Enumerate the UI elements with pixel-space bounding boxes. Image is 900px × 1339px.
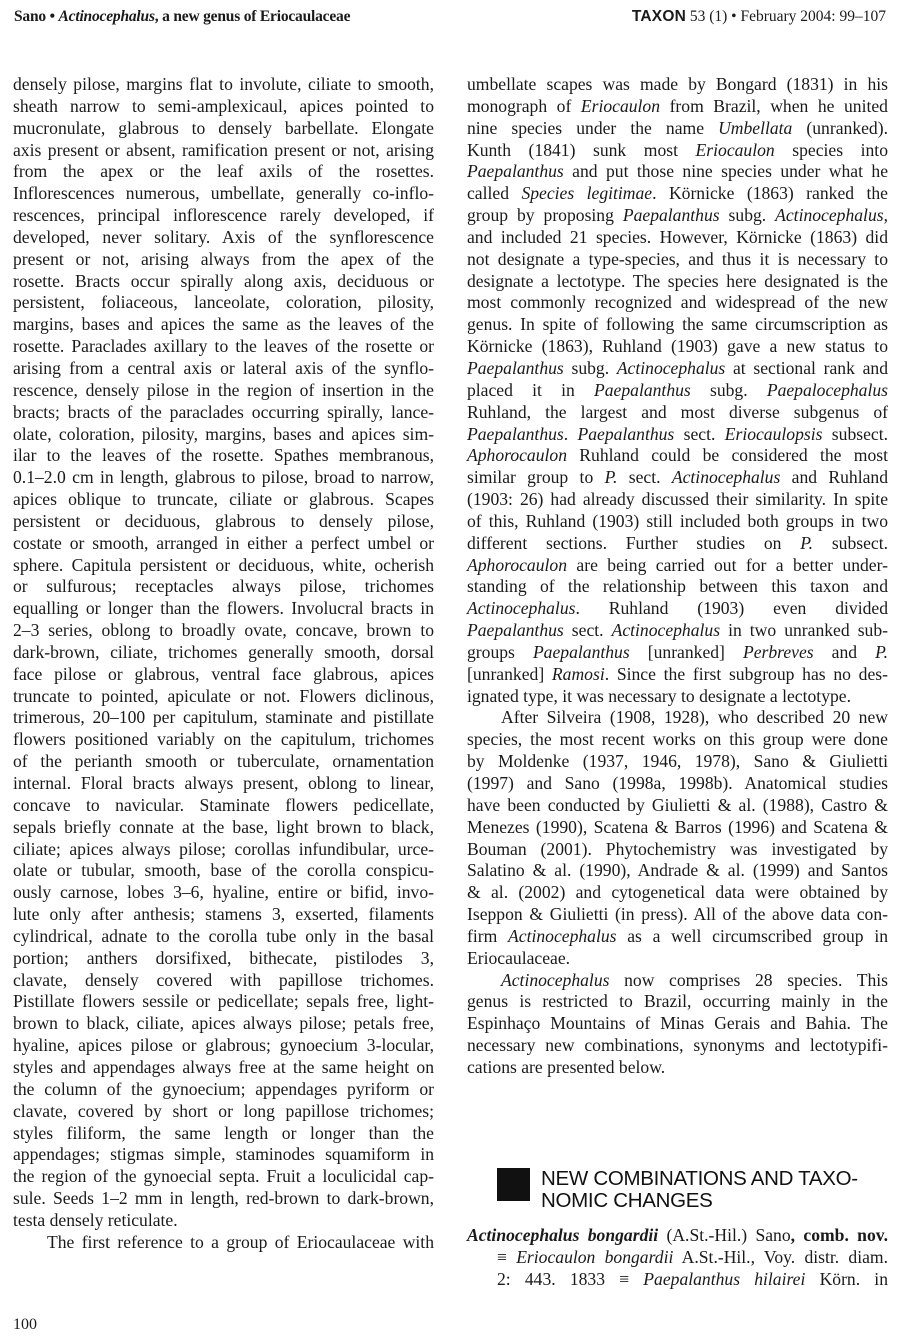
text-line bbox=[13, 1123, 434, 1145]
text-segment: Körn. in bbox=[805, 1268, 888, 1289]
italic-term: Eriocaulopsis bbox=[724, 423, 823, 444]
text-segment: rosette. Bracts occur spirally along axis, deciduous or bbox=[13, 270, 434, 291]
text-segment: sule. Seeds 1–2 mm in length, red-brown to dark-brown, bbox=[13, 1188, 434, 1209]
text-line bbox=[13, 1144, 434, 1166]
text-segment: margins, bases and apices the same as the leaves of the bbox=[13, 314, 434, 335]
text-line bbox=[467, 642, 888, 664]
text-line bbox=[13, 445, 434, 467]
header-separator: • bbox=[45, 8, 59, 25]
text-segment: different sections. Further studies on bbox=[467, 532, 801, 553]
italic-term: Actinocephalus bbox=[508, 925, 617, 946]
text-segment: and bbox=[813, 641, 876, 662]
text-segment: groups bbox=[467, 641, 533, 662]
italic-term: Eriocaulon bbox=[580, 95, 661, 116]
italic-term: Paepalanthus bbox=[594, 379, 691, 400]
text-segment: styles and appendages always free at the same height on bbox=[13, 1056, 434, 1077]
text-line bbox=[13, 1232, 434, 1254]
text-line bbox=[13, 795, 434, 817]
text-segment: necessary new combinations, synonyms and lectotypifi- bbox=[467, 1035, 888, 1056]
italic-term: Paepalanthus bbox=[467, 161, 564, 182]
italic-term: Actinocephalus bbox=[611, 620, 721, 641]
text-line bbox=[13, 118, 434, 140]
text-segment: Espinhaço Mountains of Minas Gerais and Bahia. The bbox=[467, 1013, 888, 1034]
text-line bbox=[467, 118, 888, 140]
text-line bbox=[13, 1166, 434, 1188]
text-line bbox=[467, 358, 888, 380]
text-segment: dark-brown, ciliate, trichomes generally smooth, dorsal bbox=[13, 641, 434, 662]
text-segment: . bbox=[563, 423, 578, 444]
italic-term: Actinocephalus bongardii bbox=[467, 1225, 659, 1245]
text-segment: equalling or longer than the flowers. Involucral bracts in bbox=[13, 598, 434, 619]
page-number: 100 bbox=[13, 1316, 37, 1333]
italic-term: Actinocephalus bbox=[501, 969, 610, 990]
text-segment: the region of the gynoecial septa. Fruit a loculicidal cap- bbox=[13, 1166, 434, 1187]
text-line bbox=[13, 1013, 434, 1035]
text-segment: subsect. bbox=[813, 532, 889, 553]
italic-term: Paepalanthus bbox=[577, 423, 675, 444]
text-segment: 0.1–2.0 cm in length, glabrous to pilose, broad to narrow, bbox=[13, 467, 434, 488]
italic-term: Aphorocaulon bbox=[467, 445, 568, 466]
text-line bbox=[467, 292, 888, 314]
text-line bbox=[13, 1079, 434, 1101]
text-line bbox=[467, 74, 888, 96]
text-line bbox=[13, 948, 434, 970]
italic-term: P. bbox=[604, 467, 618, 488]
text-segment: After Silveira (1908, 1928), who described 20 new bbox=[501, 707, 888, 728]
italic-term: Paepalanthus hilairei bbox=[643, 1268, 806, 1289]
text-line bbox=[467, 948, 888, 970]
text-segment: most commonly recognized and widespread of the new bbox=[467, 292, 888, 313]
text-line bbox=[467, 533, 888, 555]
text-segment: clavate, covered by short or long papillose trichomes; bbox=[13, 1100, 434, 1121]
italic-term: Actinocephalus bbox=[775, 205, 884, 226]
text-line bbox=[467, 1225, 888, 1247]
text-line bbox=[13, 707, 434, 729]
text-segment: Ruhland, the largest and most diverse subgenus of bbox=[467, 401, 888, 422]
text-segment: species into bbox=[774, 139, 888, 160]
text-segment: A.St.-Hil., Voy. distr. diam. bbox=[673, 1246, 888, 1267]
text-line bbox=[467, 860, 888, 882]
text-segment: styles filiform, the same length or longer than the bbox=[13, 1122, 434, 1143]
left-column bbox=[13, 74, 434, 1254]
text-line bbox=[467, 467, 888, 489]
text-line bbox=[467, 1269, 888, 1291]
text-segment: . Körnicke (1863) ranked the bbox=[652, 183, 888, 204]
text-line bbox=[467, 555, 888, 577]
text-segment: rosette. Paraclades axillary to the leaves of the rosette or bbox=[13, 336, 434, 357]
text-segment: genus. In spite of following the same circumscription as bbox=[467, 314, 888, 335]
text-segment: Inflorescences numerous, umbellate, generally co-inflo- bbox=[13, 183, 434, 204]
text-line bbox=[13, 1210, 434, 1232]
text-line bbox=[13, 1035, 434, 1057]
text-segment: (1903: 26) had already discussed their similarity. In spite bbox=[467, 489, 888, 510]
text-line bbox=[467, 707, 888, 729]
italic-term: Actinocephalus bbox=[467, 598, 576, 619]
text-line bbox=[13, 904, 434, 926]
text-line bbox=[13, 664, 434, 686]
text-line bbox=[13, 161, 434, 183]
text-line bbox=[467, 271, 888, 293]
text-line bbox=[13, 686, 434, 708]
text-line bbox=[467, 598, 888, 620]
text-segment: arising from a central axis or lateral axis of the synflo- bbox=[13, 357, 434, 378]
text-segment: Kunth (1841) sunk most bbox=[467, 139, 696, 160]
italic-term: Ramosi bbox=[551, 663, 605, 684]
text-segment: of this, Ruhland (1903) still included both groups in two bbox=[467, 510, 888, 531]
italic-term: Eriocaulon bbox=[695, 139, 775, 160]
italic-term: P. bbox=[875, 641, 889, 662]
text-segment: persistent or deciduous, glabrous to densely pilose, bbox=[13, 510, 434, 531]
text-segment: sect. bbox=[617, 467, 672, 488]
text-line bbox=[467, 729, 888, 751]
text-segment: (1997) and Sano (1998a, 1998b). Anatomical studies bbox=[467, 773, 888, 793]
text-line bbox=[13, 533, 434, 555]
text-segment: from Brazil, when he united bbox=[660, 95, 888, 116]
heading-line-2: NOMIC CHANGES bbox=[541, 1189, 713, 1212]
text-segment: group by proposing bbox=[467, 205, 623, 226]
text-line bbox=[467, 314, 888, 336]
text-segment: ciliate; apices always pilose; corollas infundibular, urce- bbox=[13, 838, 434, 859]
text-segment: rescence, densely pilose in the region of insertion in the bbox=[13, 379, 434, 400]
text-line bbox=[467, 140, 888, 162]
text-segment: Salatino & al. (1990), Andrade & al. (1999) and Santos bbox=[467, 860, 888, 881]
text-line bbox=[13, 1188, 434, 1210]
italic-term: Eriocaulon bongardii bbox=[516, 1246, 674, 1267]
text-segment: Bouman (2001). Phytochemistry was investigated by bbox=[467, 838, 888, 859]
text-segment: subsect. bbox=[822, 423, 889, 444]
text-segment: mucronulate, glabrous to densely barbellate. Elongate bbox=[13, 117, 434, 138]
text-segment: costate or smooth, arranged in either a perfect umbel or bbox=[13, 532, 434, 553]
text-line bbox=[13, 336, 434, 358]
text-segment: umbellate scapes was made by Bongard (1831) in his bbox=[467, 74, 888, 94]
text-segment: . Since the first subgroup has no des- bbox=[604, 663, 888, 684]
text-segment: monograph of bbox=[467, 95, 581, 116]
text-line bbox=[467, 817, 888, 839]
italic-term: Umbellata bbox=[718, 117, 793, 138]
text-segment: ously carnose, lobes 3–6, hyaline, entire or bifid, invo- bbox=[13, 882, 434, 903]
text-line bbox=[13, 249, 434, 271]
text-line bbox=[13, 511, 434, 533]
text-segment: nine species under the name bbox=[467, 117, 719, 138]
italic-term: Aphorocaulon bbox=[467, 554, 568, 575]
text-segment: Ruhland could be considered the most bbox=[567, 445, 888, 466]
text-segment: at sectional rank and bbox=[725, 357, 888, 378]
text-segment: trimerous, 20–100 per capitulum, staminate and pistillate bbox=[13, 707, 434, 728]
italic-term: Paepalanthus bbox=[467, 357, 564, 378]
text-line bbox=[467, 96, 888, 118]
text-segment: firm bbox=[467, 925, 509, 946]
text-segment: The first reference to a group of Eriocaulaceae with bbox=[47, 1231, 434, 1252]
text-line bbox=[467, 445, 888, 467]
text-segment: bracts; bracts of the paraclades occurring spirally, lance- bbox=[13, 401, 434, 422]
text-line bbox=[467, 970, 888, 992]
italic-term: Paepalanthus bbox=[622, 205, 720, 226]
text-segment: Iseppon & Giulietti (in press). All of the above data con- bbox=[467, 904, 888, 925]
text-line bbox=[467, 686, 888, 708]
italic-term: Paepalocephalus bbox=[766, 379, 888, 400]
text-segment: & al. (2002) and cytogenetical data were obtained by bbox=[467, 882, 888, 903]
text-segment: portion; anthers dorsifixed, bithecate, pistilodes 3, bbox=[13, 947, 434, 968]
italic-term: Perbreves bbox=[742, 641, 814, 662]
text-line bbox=[13, 773, 434, 795]
text-segment: in two unranked sub- bbox=[720, 620, 888, 641]
section-heading bbox=[497, 1168, 897, 1220]
text-line bbox=[467, 161, 888, 183]
citation-details: 53 (1) • February 2004: 99–107 bbox=[685, 8, 886, 25]
text-segment: genus is restricted to Brazil, occurring mainly in the bbox=[467, 991, 888, 1012]
text-line bbox=[13, 74, 434, 96]
text-line bbox=[467, 183, 888, 205]
text-segment: 2: 443. 1833 ≡ bbox=[497, 1268, 644, 1289]
text-segment: Eriocaulaceae. bbox=[467, 947, 571, 968]
text-line bbox=[467, 227, 888, 249]
text-segment: designate a lectotype. The species here designated is the bbox=[467, 270, 888, 291]
text-segment: persistent, foliaceous, lanceolate, coloration, pilosity, bbox=[13, 292, 434, 313]
text-segment: face pilose or glabrous, ventral face glabrous, apices bbox=[13, 663, 434, 684]
text-segment: Körnicke (1863), Ruhland (1903) gave a new status to bbox=[467, 336, 888, 357]
text-segment: the column of the gynoecium; appendages pyriform or bbox=[13, 1078, 434, 1099]
text-segment: . Ruhland (1903) even divided bbox=[575, 598, 888, 619]
text-segment: subg. bbox=[563, 357, 617, 378]
text-line bbox=[13, 467, 434, 489]
italic-term: Actinocephalus bbox=[671, 467, 781, 488]
text-segment: of the perianth smooth or tuberculate, ornamentation bbox=[13, 751, 434, 772]
text-segment: densely pilose, margins flat to involute, ciliate to smooth, bbox=[13, 74, 434, 94]
text-line bbox=[467, 489, 888, 511]
text-line bbox=[13, 1057, 434, 1079]
text-line bbox=[467, 402, 888, 424]
text-segment: hyaline, apices pilose or glabrous; gynoecium 3-locular, bbox=[13, 1035, 434, 1056]
text-segment: as a well circumscribed group in bbox=[616, 925, 888, 946]
text-segment: are being carried out for a better under- bbox=[567, 554, 888, 575]
italic-term: Paepalanthus bbox=[532, 641, 630, 662]
text-line bbox=[13, 183, 434, 205]
text-segment: now comprises 28 species. This bbox=[609, 969, 888, 990]
heading-line-1: NEW COMBINATIONS AND TAXO- bbox=[541, 1167, 858, 1190]
text-line bbox=[13, 970, 434, 992]
genus-name: Actinocephalus bbox=[58, 8, 155, 25]
text-line bbox=[467, 380, 888, 402]
journal-citation bbox=[632, 8, 886, 26]
text-segment: similar group to bbox=[467, 467, 605, 488]
bold-term: , comb. nov. bbox=[790, 1225, 888, 1245]
right-column bbox=[467, 74, 888, 1079]
text-segment: [unranked] bbox=[467, 663, 552, 684]
text-segment: (unranked). bbox=[792, 117, 888, 138]
text-line bbox=[13, 860, 434, 882]
text-line bbox=[13, 380, 434, 402]
text-line bbox=[13, 271, 434, 293]
text-segment: and Ruhland bbox=[780, 467, 888, 488]
text-line bbox=[467, 991, 888, 1013]
text-segment: sect. bbox=[563, 620, 612, 641]
text-line bbox=[13, 358, 434, 380]
text-line bbox=[467, 249, 888, 271]
taxon-entry bbox=[467, 1225, 888, 1291]
text-segment: sheath narrow to semi-amplexicaul, apices pointed to bbox=[13, 95, 434, 116]
text-line bbox=[13, 292, 434, 314]
text-segment: present or not, arising always from the apex of the bbox=[13, 248, 434, 269]
text-line bbox=[467, 795, 888, 817]
italic-term: Species legitimae bbox=[521, 183, 653, 204]
author-name: Sano bbox=[14, 8, 46, 25]
text-segment: apices oblique to truncate, ciliate or glabrous. Scapes bbox=[13, 489, 434, 510]
text-line bbox=[467, 1057, 888, 1079]
text-line bbox=[467, 1035, 888, 1057]
text-line bbox=[467, 926, 888, 948]
text-segment: developed, never solitary. Axis of the synflorescence bbox=[13, 226, 434, 247]
italic-term: Paepalanthus bbox=[467, 620, 564, 641]
text-segment: rescences, principal inflorescence rarely developed, if bbox=[13, 205, 434, 226]
text-line bbox=[467, 882, 888, 904]
text-segment: Pistillate flowers sessile or pedicellate; sepals free, light- bbox=[13, 991, 434, 1012]
text-segment: and included 21 species. However, Körnicke (1863) did bbox=[467, 226, 888, 247]
text-segment: ≡ bbox=[497, 1246, 517, 1267]
text-line bbox=[13, 314, 434, 336]
text-line bbox=[13, 882, 434, 904]
text-segment: called bbox=[467, 183, 522, 204]
text-line bbox=[13, 576, 434, 598]
text-line bbox=[467, 1013, 888, 1035]
text-segment: species, the most recent works on this group were done bbox=[467, 729, 888, 750]
text-segment: internal. Floral bracts always present, oblong to linear, bbox=[13, 773, 434, 793]
text-segment: 2–3 series, oblong to broadly ovate, concave, brown to bbox=[13, 620, 434, 641]
text-segment: olate or tubular, smooth, base of the corolla conspicu- bbox=[13, 860, 434, 881]
text-segment: brown to black, ciliate, apices always pilose; petals free, bbox=[13, 1013, 434, 1034]
text-segment: ignated type, it was necessary to designate a lectotype. bbox=[467, 685, 851, 706]
text-segment: standing of the relationship between this taxon and bbox=[467, 576, 888, 597]
heading-square-icon bbox=[497, 1168, 530, 1201]
text-segment: by Moldenke (1937, 1946, 1978), Sano & Giulietti bbox=[467, 751, 888, 772]
text-line bbox=[467, 773, 888, 795]
text-line bbox=[467, 620, 888, 642]
text-line bbox=[13, 991, 434, 1013]
title-rest: , a new genus of Eriocaulaceae bbox=[154, 8, 351, 25]
text-line bbox=[13, 205, 434, 227]
text-segment: cations are presented below. bbox=[467, 1056, 666, 1077]
text-line bbox=[13, 926, 434, 948]
text-line bbox=[467, 336, 888, 358]
text-segment: axis present or absent, ramification present or not, arising bbox=[13, 139, 434, 160]
text-segment: lute only after anthesis; stamens 3, exserted, filaments bbox=[13, 904, 434, 925]
text-segment: ilar to the leaves of the rosette. Spathes membranous, bbox=[13, 445, 434, 466]
text-line bbox=[467, 904, 888, 926]
text-line bbox=[13, 642, 434, 664]
text-line bbox=[467, 1247, 888, 1269]
text-segment: sphere. Capitula persistent or deciduous, white, ocherish bbox=[13, 554, 434, 575]
text-line bbox=[467, 751, 888, 773]
text-segment: olate, coloration, pilosity, margins, bases and apices sim- bbox=[13, 423, 434, 444]
text-segment: (A.St.-Hil.) Sano bbox=[658, 1225, 791, 1245]
text-line bbox=[13, 751, 434, 773]
text-line bbox=[13, 839, 434, 861]
text-line bbox=[13, 489, 434, 511]
text-segment: truncate to pointed, apiculate or not. Flowers diclinous, bbox=[13, 685, 434, 706]
text-line bbox=[13, 555, 434, 577]
italic-term: Actinocephalus bbox=[616, 357, 726, 378]
text-line bbox=[13, 817, 434, 839]
text-segment: not designate a type-species, and thus it is necessary to bbox=[467, 248, 888, 269]
italic-term: P. bbox=[800, 532, 814, 553]
text-segment: and put those nine species under what he bbox=[563, 161, 888, 182]
text-line bbox=[467, 839, 888, 861]
text-line bbox=[13, 620, 434, 642]
running-header bbox=[14, 8, 886, 28]
text-segment: placed it in bbox=[467, 379, 594, 400]
text-line bbox=[467, 424, 888, 446]
text-segment: cylindrical, adnate to the corolla tube only in the basal bbox=[13, 925, 434, 946]
text-line bbox=[13, 1101, 434, 1123]
text-line bbox=[467, 576, 888, 598]
text-segment: , bbox=[883, 205, 888, 226]
running-title bbox=[14, 8, 350, 26]
text-line bbox=[13, 598, 434, 620]
text-line bbox=[13, 729, 434, 751]
text-segment: flowers positioned variably on the capitulum, trichomes bbox=[13, 729, 434, 750]
text-line bbox=[467, 664, 888, 686]
text-line bbox=[13, 424, 434, 446]
text-segment: subg. bbox=[690, 379, 767, 400]
text-segment: concave to navicular. Staminate flowers pedicellate, bbox=[13, 794, 434, 815]
text-line bbox=[13, 402, 434, 424]
text-segment: [unranked] bbox=[629, 641, 743, 662]
text-segment: have been conducted by Giulietti & al. (1988), Castro & bbox=[467, 794, 888, 815]
text-segment: appendages; stigmas simple, staminodes squamiform in bbox=[13, 1144, 434, 1165]
journal-name: TAXON bbox=[631, 8, 686, 25]
text-line bbox=[467, 511, 888, 533]
text-segment: sect. bbox=[674, 423, 725, 444]
text-segment: or sulfurous; receptacles always pilose, trichomes bbox=[13, 576, 434, 597]
italic-term: Paepalanthus bbox=[467, 423, 564, 444]
text-segment: from the apex or the leaf axils of the rosettes. bbox=[13, 161, 434, 182]
text-line bbox=[13, 140, 434, 162]
text-line bbox=[13, 96, 434, 118]
text-segment: subg. bbox=[719, 205, 776, 226]
text-segment: clavate, densely covered with papillose trichomes. bbox=[13, 969, 434, 990]
text-line bbox=[13, 227, 434, 249]
text-segment: sepals briefly connate at the base, light brown to black, bbox=[13, 816, 434, 837]
text-line bbox=[467, 205, 888, 227]
text-segment: testa densely reticulate. bbox=[13, 1209, 178, 1230]
section-heading-text bbox=[541, 1168, 858, 1212]
text-segment: Menezes (1990), Scatena & Barros (1996) and Scatena & bbox=[467, 816, 888, 837]
